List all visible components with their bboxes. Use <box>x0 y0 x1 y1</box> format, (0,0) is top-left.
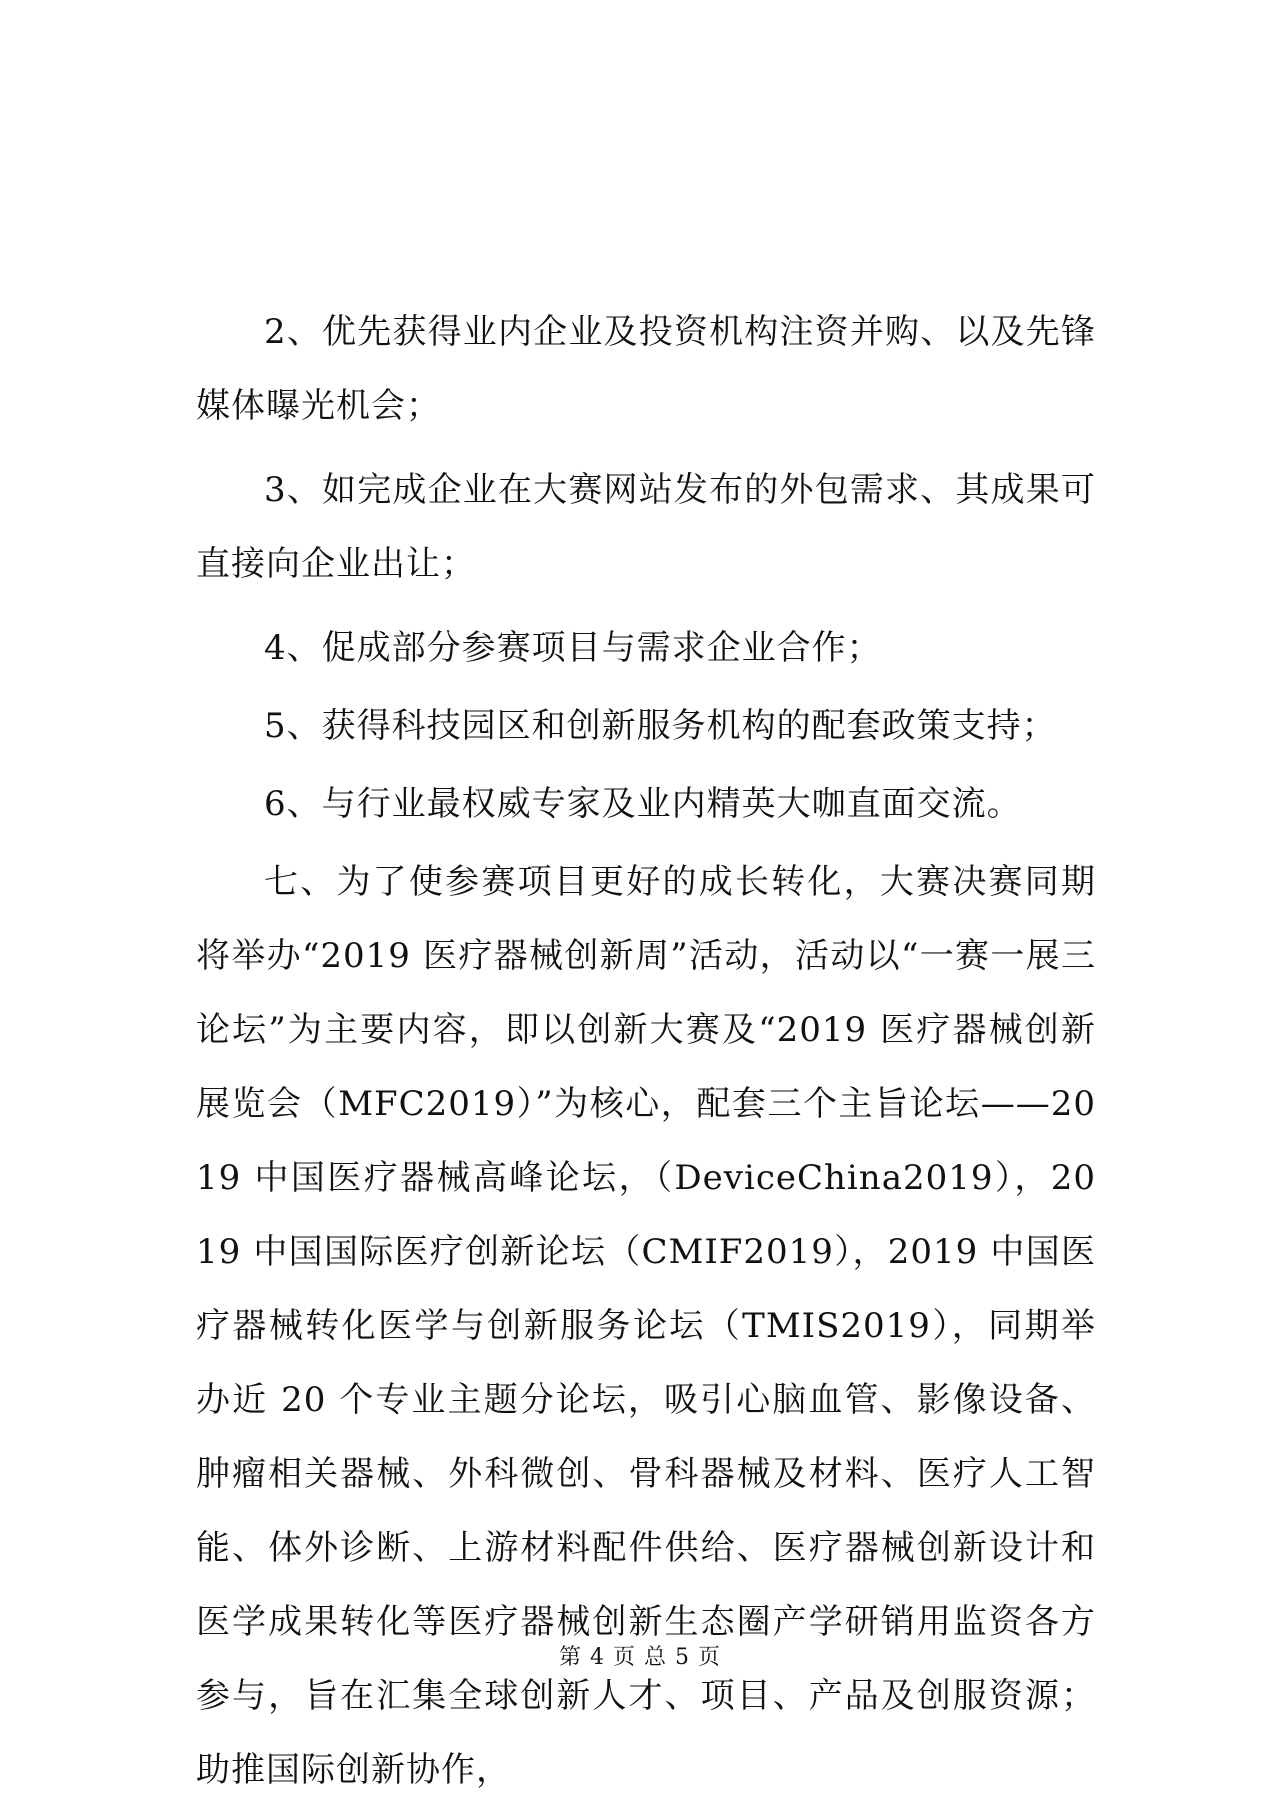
paragraph-item-2: 2、优先获得业内企业及投资机构注资并购、以及先锋媒体曝光机会； <box>196 312 1096 426</box>
paragraph-item-4: 4、促成部分参赛项目与需求企业合作； <box>264 628 882 668</box>
page-number-label: 第 4 页 总 5 页 <box>559 1645 721 1670</box>
paragraph-item-5: 5、获得科技园区和创新服务机构的配套政策支持； <box>264 706 1057 746</box>
page-footer <box>0 1640 1280 1671</box>
document-body <box>196 295 1096 1817</box>
paragraph-item-6: 6、与行业最权威专家及业内精英大咖直面交流。 <box>264 784 1022 824</box>
paragraph-section-7: 七、为了使参赛项目更好的成长转化，大赛决赛同期将举办“2019 医疗器械创新周”活动，活动以“一赛一展三论坛”为主要内容，即以创新大赛及“2019 医疗器械创新展览会（MFC2019）”为核心，配套三个主旨论坛——2019 中国医疗器械高峰论坛，（DeviceChina2019），2019 中国国际医疗创新论坛（CMIF2019），2019 中国医疗器械转化医学与创新服务论坛（TMIS2019），同期举办近 20 个专业主题分论坛，吸引心脑血管、影像设备、肿瘤相关器械、外科微创、骨科器械及材料、医疗人工智能、体外诊断、上游材料配件供给、医疗器械创新设计和医学成果转化等医疗器械创新生态圈产学研销用监资各方参与，旨在汇集全球创新人才、项目、产品及创服资源；助推国际创新协作， <box>196 862 1096 1790</box>
paragraph-item-3: 3、如完成企业在大赛网站发布的外包需求、其成果可直接向企业出让； <box>196 470 1096 584</box>
